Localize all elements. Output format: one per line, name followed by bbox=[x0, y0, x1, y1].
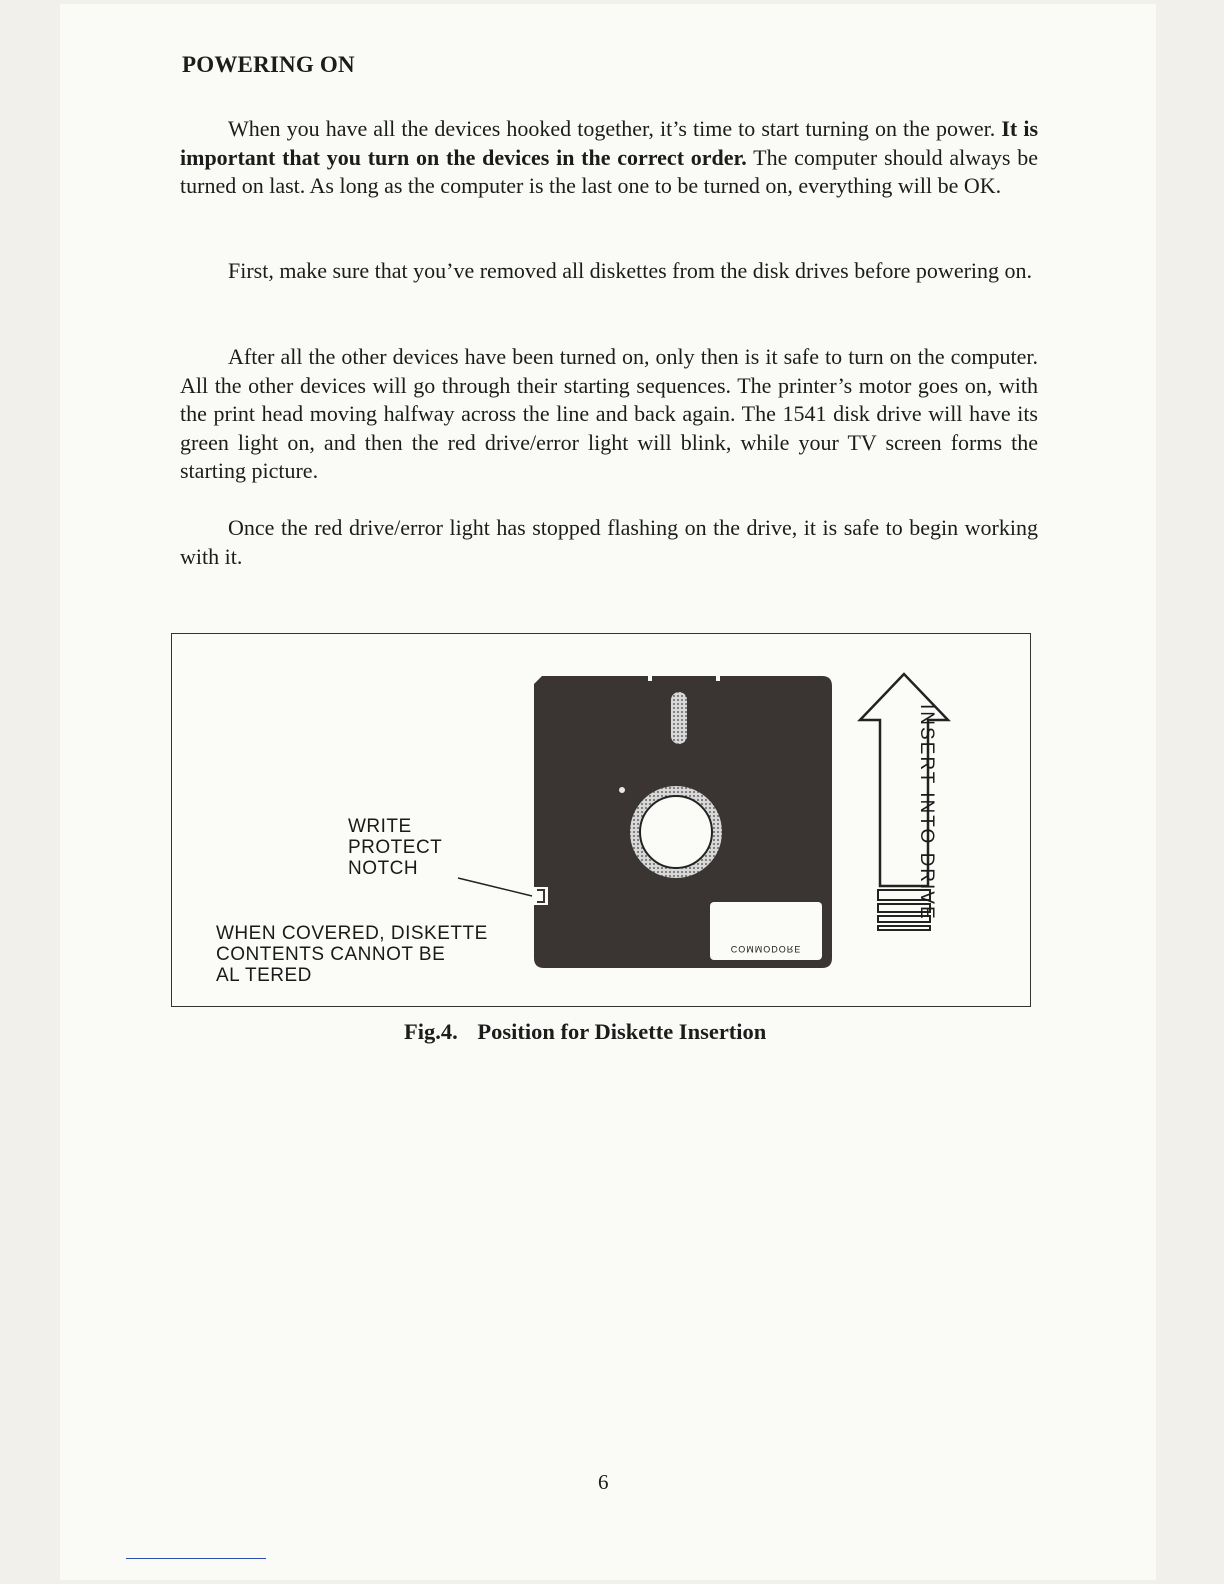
paragraph-2: First, make sure that you’ve removed all diskettes from the disk drives before powering on. bbox=[228, 258, 1033, 283]
write-protect-label: WRITE PROTECT NOTCH bbox=[348, 816, 443, 879]
arrow-tail-bar-4 bbox=[878, 926, 930, 930]
top-notch-right bbox=[716, 675, 720, 681]
paragraph-1-emphasis: It is important that you turn on the devices in the correct order. bbox=[180, 116, 1039, 170]
diskette-figure bbox=[171, 633, 1031, 1007]
caption-number: Fig.4. bbox=[404, 1019, 458, 1044]
caption-text: Position for Diskette Insertion bbox=[477, 1019, 767, 1044]
insert-direction-label: INSERT INTO DRIVE bbox=[916, 704, 937, 921]
bottom-rule bbox=[126, 1558, 266, 1559]
paragraph-1-start: When you have all the devices hooked together, it’s time to start turning on the power. bbox=[228, 116, 1002, 141]
index-hole bbox=[619, 787, 625, 793]
head-access-slot bbox=[671, 692, 687, 744]
paragraph-1 bbox=[180, 115, 1038, 201]
figure-caption bbox=[404, 1019, 780, 1045]
section-heading: POWERING ON bbox=[182, 52, 355, 77]
top-notch-left bbox=[648, 675, 652, 681]
paragraph-3: After all the other devices have been turned on, only then is it safe to turn on the computer. All the other devices will go through their starting sequences. The printer’s motor goes on, with the print head moving halfway across the line and back again. The 1541 disk drive will have its green light on, and then the red drive/error light will blink, while your TV screen forms the starting picture. bbox=[180, 344, 1038, 483]
disk-brand-label: COMMODORE bbox=[730, 944, 802, 954]
page-number: 6 bbox=[598, 1470, 609, 1494]
notch-pointer-line bbox=[458, 878, 532, 896]
covered-warning-label: WHEN COVERED, DISKETTE CONTENTS CANNOT BE AL TERED bbox=[216, 923, 488, 986]
paragraph-4: Once the red drive/error light has stopped flashing on the drive, it is safe to begin working with it. bbox=[180, 515, 1038, 569]
hub-hole bbox=[640, 796, 712, 868]
paragraph-1-end: The computer should always be turned on last. As long as the computer is the last one to be turned on, everything will be OK. bbox=[180, 144, 1038, 198]
